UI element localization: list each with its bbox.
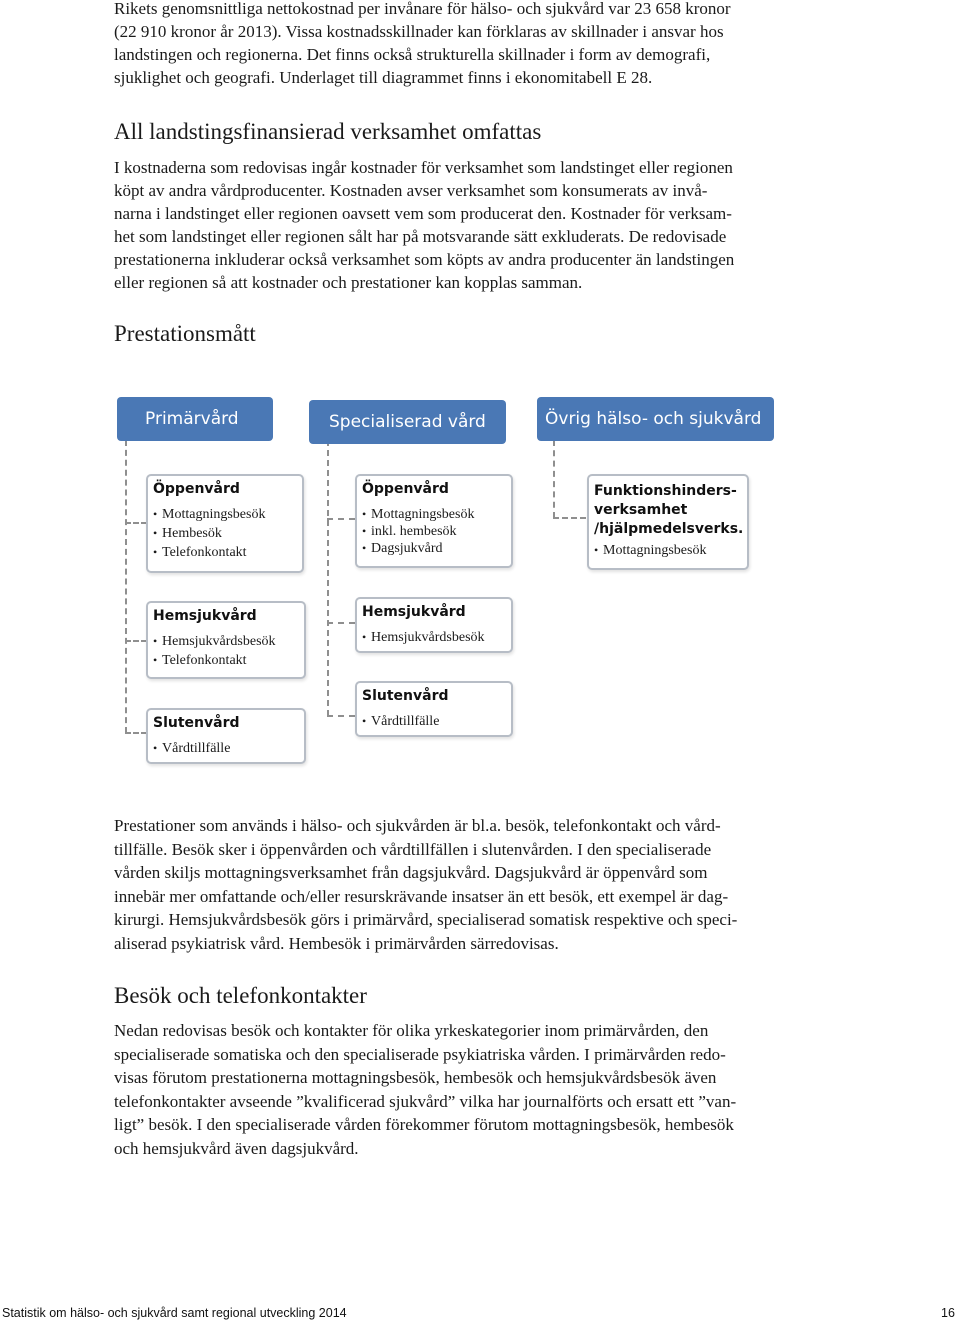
text-line: Nedan redovisas besök och kontakter för olika yrkeskategorier inom primärvården, den <box>114 1021 709 1040</box>
ovrig-halso-sjukvard-header: Övrig hälso- och sjukvård <box>537 397 774 441</box>
connector-line <box>125 522 147 524</box>
text-line: ligt” besök. I den specialiserade vården förekommer förutom mottagningsbesök, hembesök <box>114 1115 734 1134</box>
text-line: visas förutom prestationerna mottagningsbesök, hembesök och hemsjukvårdsbesök även <box>114 1068 717 1087</box>
specialiserad-hemsjukvard-box <box>355 597 513 653</box>
text-line: specialiserade somatiska och den specialiserade psykiatriska vården. I primärvården redo- <box>114 1044 726 1064</box>
section-paragraph <box>114 156 844 294</box>
primarvard-header: Primärvård <box>117 397 273 441</box>
box-title-line: Funktionshinders- <box>594 483 737 499</box>
box-title: Hemsjukvård <box>362 604 466 620</box>
box-title: Slutenvård <box>153 715 240 731</box>
box-title <box>594 482 747 539</box>
list-item: • Hemsjukvårdsbesök <box>153 632 304 651</box>
text-line: aliserad psykiatrisk vård. Hembesök i primärvården särredovisas. <box>114 933 559 953</box>
connector-line <box>553 440 555 518</box>
text-line: och hemsjukvård även dagsjukvård. <box>114 1138 359 1158</box>
box-title: Öppenvård <box>153 481 240 497</box>
specialiserad-slutenvard-box <box>355 681 513 737</box>
section-heading: Besök och telefonkontakter <box>114 983 367 1008</box>
text-line: het som landstinget eller regionen sålt har på motsvarande sätt exkluderats. De redovisade <box>114 227 727 246</box>
list-item: • Vårdtillfälle <box>362 712 511 731</box>
connector-line <box>553 517 586 519</box>
box-title: Slutenvård <box>362 688 449 704</box>
text-line: Prestationer som används i hälso- och sjukvården är bl.a. besök, telefonkontakt och vård- <box>114 816 721 835</box>
connector-line <box>327 518 355 520</box>
connector-line <box>125 440 127 733</box>
text-line: Rikets genomsnittliga nettokostnad per invånare för hälso- och sjukvård var 23 658 kronor <box>114 0 731 18</box>
list-item: • Mottagningsbesök <box>153 505 302 524</box>
specialiserad-vard-header: Specialiserad vård <box>309 400 506 444</box>
text-line: narna i landstinget eller regionen oavsett vem som producerat den. Kostnader för verksam- <box>114 204 732 223</box>
box-title: Öppenvård <box>362 481 449 497</box>
specialiserad-oppenvard-box <box>355 474 513 568</box>
connector-line <box>327 715 355 717</box>
list-item: • Telefonkontakt <box>153 651 304 670</box>
list-item: • Mottagningsbesök <box>594 541 747 560</box>
list-item: • Telefonkontakt <box>153 543 302 562</box>
list-item: • Dagsjukvård <box>362 539 511 558</box>
page-number: 16 <box>941 1306 955 1320</box>
connector-line <box>125 732 147 734</box>
section-paragraph <box>114 1019 844 1160</box>
primarvard-hemsjukvard-box <box>146 601 306 679</box>
text-line: tillfälle. Besök sker i öppenvården och vårdtillfällen i slutenvården. I den specialiserade <box>114 839 712 859</box>
text-line: vården skiljs mottagningsverksamhet från dagsjukvård. Dagsjukvård är öppenvård som <box>114 863 708 882</box>
box-title: Hemsjukvård <box>153 608 257 624</box>
list-item: • Vårdtillfälle <box>153 739 304 758</box>
text-line: eller regionen så att kostnader och prestationer kan kopplas samman. <box>114 273 583 292</box>
text-line: I kostnaderna som redovisas ingår kostnader för verksamhet som landstinget eller regionen <box>114 158 733 177</box>
text-line: innebär mer omfattande och/eller resurskrävande insatser än ett besök, ett exempel är dag- <box>114 886 729 906</box>
list-item: • Hemsjukvårdsbesök <box>362 628 511 647</box>
text-line: prestationerna inkluderar också verksamhet som köpts av andra producenter än landstingen <box>114 250 735 269</box>
intro-paragraph <box>114 0 844 89</box>
connector-line <box>327 622 355 624</box>
section-heading: Prestationsmått <box>114 321 256 346</box>
text-line: kirurgi. Hemsjukvårdsbesök görs i primärvård, specialiserad somatisk respektive och speci- <box>114 910 738 929</box>
text-line: sjuklighet och geografi. Underlaget till diagrammet finns i ekonomitabell E 28. <box>114 68 653 87</box>
ovrig-funktionshinder-box <box>587 474 749 570</box>
text-line: (22 910 kronor år 2013). Vissa kostnadsskillnader kan förklaras av skillnader i ansvar hos <box>114 22 724 41</box>
text-line: landstingen och regionerna. Det finns också strukturella skillnader i form av demografi, <box>114 45 711 64</box>
list-item: • Hembesök <box>153 524 302 543</box>
connector-line <box>125 640 147 642</box>
section-heading: All landstingsfinansierad verksamhet omfattas <box>114 119 542 144</box>
list-item: • Mottagningsbesök <box>362 505 511 524</box>
text-line: telefonkontakter avseende ”kvalificerad sjukvård” vilka har journalförts och ersatt ett ”van- <box>114 1091 737 1111</box>
box-title-line: /hjälpmedelsverks. <box>594 521 744 537</box>
section-paragraph <box>114 814 844 955</box>
connector-line <box>327 440 329 716</box>
text-line: köpt av andra vårdproducenter. Kostnaden avser verksamhet som konsumerats av invå- <box>114 181 708 200</box>
primarvard-slutenvard-box <box>146 708 306 764</box>
list-item: • inkl. hembesök <box>362 524 511 539</box>
box-title-line: verksamhet <box>594 502 688 518</box>
footer-title: Statistik om hälso- och sjukvård samt regional utveckling 2014 <box>2 1306 347 1320</box>
primarvard-oppenvard-box <box>146 474 304 573</box>
